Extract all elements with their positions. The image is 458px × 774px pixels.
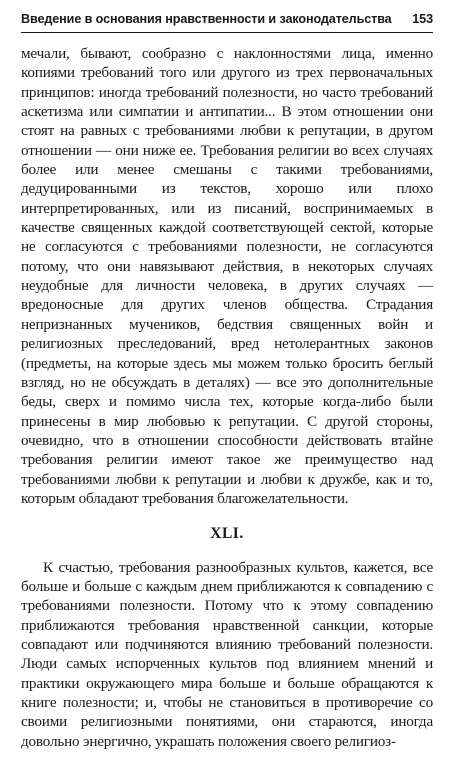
page-number: 153 [412, 12, 433, 26]
continued-paragraph: мечали, бывают, сообразно с наклонностями лица, именно копиями требований того или другого из трех первоначальных принципов: иногда требований полезности, но часто требований аскетизма или симпатии и антипатии... В этом отношении они стоят на равных с требованиями любви к репутации, в другом отношении — они ниже ее. Требования религии во всех случаях более или менее смешаны с такими требованиями, дедуцированными из текстов, хорошо или плохо интерпретированных, или из писаний, воспринимаемых в качестве священных каждой соответствующей сектой, которые не согласуются с требованиями полезности, не согласуются потому, что они навязывают действия, в некоторых случаях неудобные для личности человека, в других случаях — вредоносные для других членов общества. Страдания непризнанных мучеников, бедствия священных войн и религиозных преследований, вред нетолерантных законов (предметы, на которые здесь мы можем только бросить беглый взгляд, но не обсуждать в деталях) — все это дополнительные беды, сверх и помимо числа тех, которые когда-либо были принесены в мир любовью к репутации. С другой стороны, очевидно, что в отношении способности действовать втайне требования религии имеют такое же преимущество над требованиями любви к репутации и любви к дружбе, как и то, которым обладают требования благожелательности. [21, 45, 433, 507]
page-body [21, 44, 433, 751]
running-header [21, 12, 433, 33]
section-heading: XLI. [210, 525, 244, 543]
section-paragraph: К счастью, требования разнообразных культов, кажется, все больше и больше с каждым днем приближаются к совпадению с требованиями полезности. Потому что к этому совпадению приближаются требования нравственной санкции, которые совпадают или подчиняются влиянию требований полезности. Люди самых испорченных культов под влиянием мнений и практики окружающего мира больше и больше обращаются к книге полезности; и, чтобы не становиться в противоречие со своими религиозными понятиями, они стараются, иногда довольно энергично, украшать положения своего религиоз- [21, 558, 433, 750]
book-page [21, 12, 433, 751]
running-title: Введение в основания нравственности и законодательства [21, 12, 392, 26]
